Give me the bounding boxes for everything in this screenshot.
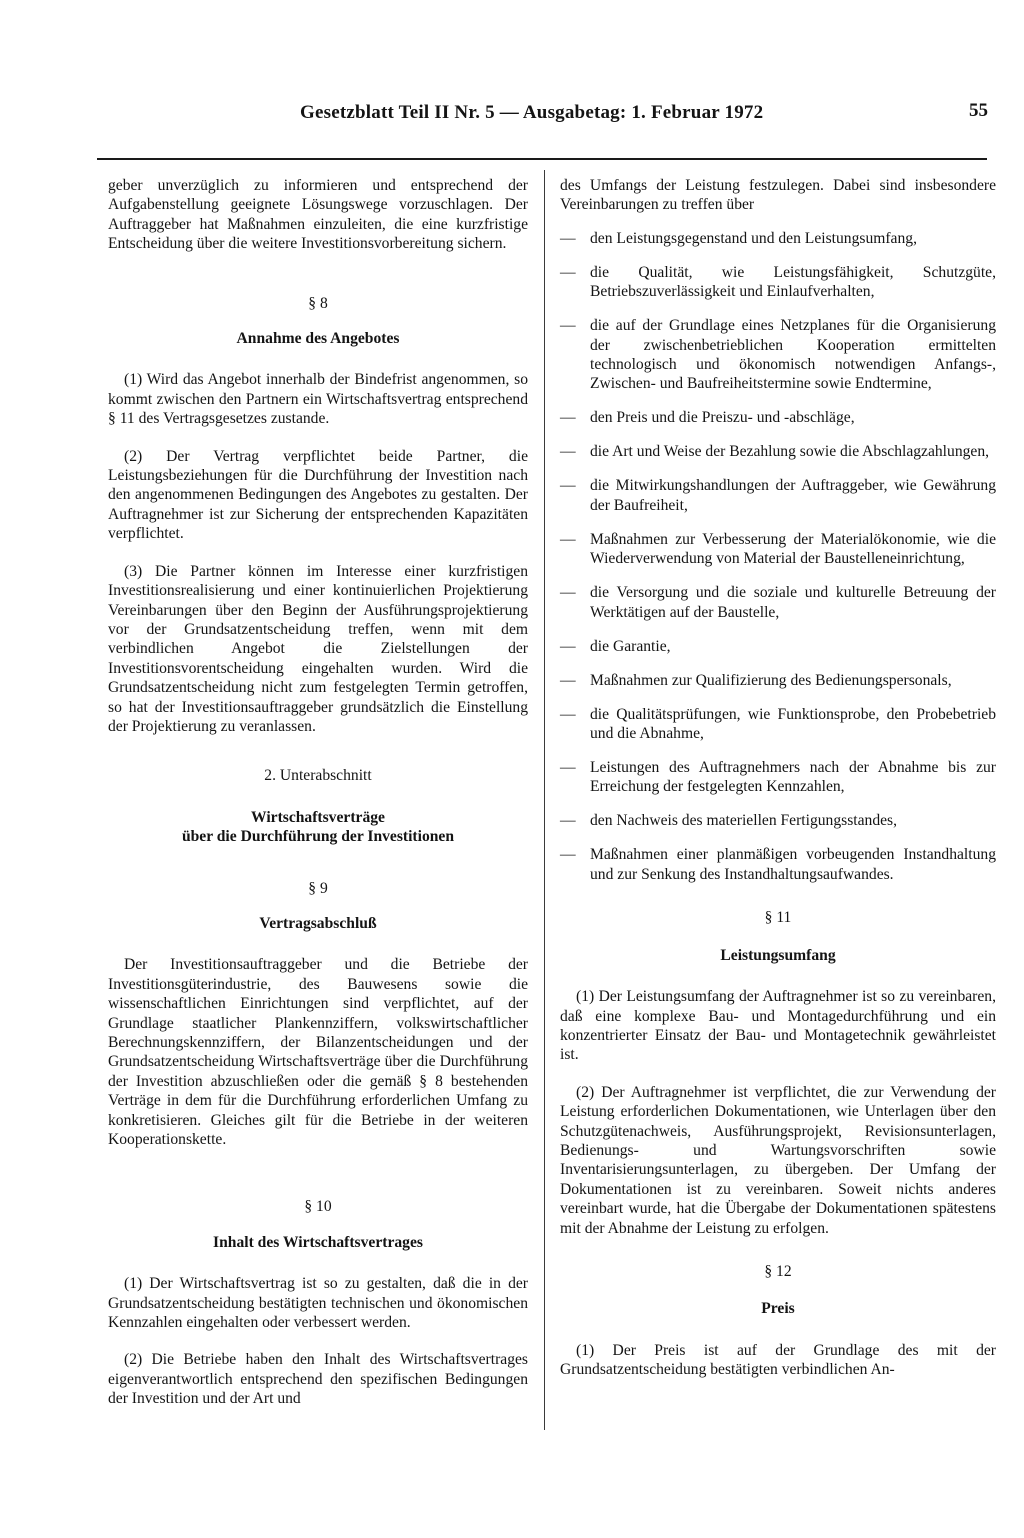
left-intro-paragraph: geber unverzüglich zu informieren und entsprechend der Aufgabenstellung geeignete Lösungswege vorzuschlagen. Der Auftraggeber hat Maßnahmen einzuleiten, die eine kurzfristige Entscheidung über die weitere Investitionsvorbereitung sichern.: [108, 177, 528, 253]
dash-mark: —: [560, 229, 576, 247]
list-item-text: die Qualitätsprüfungen, wie Funktionsprobe, den Probebetrieb und die Abnahme,: [590, 705, 996, 743]
list-item-text: die Garantie,: [590, 637, 671, 655]
list-item: [560, 845, 996, 884]
dash-mark: —: [560, 584, 576, 602]
list-item: [560, 263, 996, 302]
dash-mark: —: [560, 263, 576, 281]
list-item-text: Maßnahmen einer planmäßigen vorbeugenden Instandhaltung und zur Senkung des Instandhaltungsaufwandes.: [590, 846, 996, 883]
section-12-paragraph-1: (1) Der Preis ist auf der Grundlage des mit der Grundsatzentscheidung bestätigten verbindlichen An-: [560, 1341, 996, 1379]
column-divider: [544, 170, 545, 1430]
section-9-number: § 9: [308, 879, 328, 897]
section-11-paragraph-1: (1) Der Leistungsumfang der Auftragnehmer ist so zu vereinbaren, daß eine komplexe Bau- und Montagedurchführung und ein konzentrierter Einsatz der Bau- und Montagetechnik gewährleistet ist.: [560, 988, 996, 1064]
dash-mark: —: [560, 409, 576, 427]
section-8-number: § 8: [308, 294, 328, 312]
header-title: Gesetzblatt Teil II Nr. 5 — Ausgabetag: 1. Februar 1972: [300, 102, 764, 123]
dash-mark: —: [560, 530, 576, 548]
dash-mark: —: [560, 477, 576, 495]
left-column: [108, 176, 528, 1427]
dash-mark: —: [560, 637, 576, 655]
section-11-number: § 11: [764, 909, 792, 927]
section-11-title: Leistungsumfang: [720, 946, 836, 964]
dash-mark: —: [560, 846, 576, 864]
subsection-title-line-2: über die Durchführung der Investitionen: [181, 828, 455, 846]
dash-mark: —: [560, 812, 576, 830]
list-item: [560, 408, 996, 427]
dash-mark: —: [560, 317, 576, 335]
list-item-text: Maßnahmen zur Verbesserung der Materialökonomie, wie die Wiederverwendung von Material der Baustelleneinrichtung,: [590, 530, 996, 568]
list-item: [560, 671, 996, 690]
list-item-text: die auf der Grundlage eines Netzplanes für die Organisierung der zwischenbetrieblichen Kooperation ermittelten technologisch und ökonomisch notwendigen Anfangs-, Zwischen- und Baufreiheitstermine sowie Endtermine,: [590, 317, 996, 393]
section-10-number: § 10: [304, 1198, 332, 1216]
list-item: [560, 442, 996, 461]
list-item: [560, 758, 996, 797]
page-header: [0, 100, 1024, 140]
list-item: [560, 705, 996, 744]
list-item: [560, 530, 996, 569]
list-item-text: die Qualität, wie Leistungsfähigkeit, Schutzgüte, Betriebszuverlässigkeit und Einlaufverhalten,: [590, 263, 996, 301]
list-item: [560, 229, 996, 248]
list-item: [560, 637, 996, 656]
dash-mark: —: [560, 443, 576, 461]
list-item: [560, 316, 996, 394]
list-item: [560, 811, 996, 830]
right-column: [560, 176, 996, 1398]
list-item-text: die Versorgung und die soziale und kulturelle Betreuung der Werktätigen auf der Baustelle,: [590, 584, 996, 621]
list-item-text: die Art und Weise der Bezahlung sowie die Abschlagzahlungen,: [590, 443, 990, 461]
subsection-title-line-1: Wirtschaftsverträge: [251, 808, 385, 826]
section-8-paragraph-2: (2) Der Vertrag verpflichtet beide Partner, die Leistungsbeziehungen für die Durchführung der Investition nach den angenommenen Bedingungen des Angebotes zu gestalten. Der Auftragnehmer ist zur Sicherung der entsprechenden Kapazitäten verpflichtet.: [108, 447, 528, 543]
header-rule: [97, 158, 987, 160]
section-11-paragraph-2: (2) Der Auftragnehmer ist verpflichtet, die zur Verwendung der Leistung erforderlichen Dokumentationen, wie Unterlagen über den Schutzgütenachweis, Ausführungsprojekt, Revisionsunterlagen, Bedienungs- und Wartungsvorschriften sowie Inventarisierungsunterlagen, zu übergeben. Der Umfang der Dokumentationen ist zu vereinbaren. Soweit nichts anderes vereinbart wurde, hat die Übergabe der Dokumentationen spätestens mit der Abnahme der Leistung zu erfolgen.: [560, 1083, 996, 1237]
list-item-text: den Nachweis des materiellen Fertigungsstandes,: [590, 812, 898, 830]
right-intro-paragraph: des Umfangs der Leistung festzulegen. Dabei sind insbesondere Vereinbarungen zu treffen über: [560, 177, 996, 214]
section-8-paragraph-3: (3) Die Partner können im Interesse einer kurzfristigen Investitionsrealisierung und einer kontinuierlichen Projektierung Vereinbarungen über den Beginn der Ausführungsprojektierung vor der Grundsatzentscheidung treffen, wenn mit dem verbindlichen Angebot die Zielstellungen der Investitionsvorentscheidung eingehalten wurden. Wird die Grundsatzentscheidung nicht zum festgelegten Termin getroffen, so hat der Investitionsauftraggeber grundsätzlich die Einstellung der Projektierung zu veranlassen.: [108, 562, 528, 735]
dash-mark: —: [560, 705, 576, 723]
list-item-text: den Leistungsgegenstand und den Leistungsumfang,: [590, 229, 917, 247]
list-item: [560, 583, 996, 622]
section-10-paragraph-2: (2) Die Betriebe haben den Inhalt des Wirtschaftsvertrages eigenverantwortlich entsprechend den spezifischen Bedingungen der Investition und der Art und: [108, 1351, 528, 1408]
dash-mark: —: [560, 671, 576, 689]
page-number: 55: [969, 100, 988, 121]
list-item-text: die Mitwirkungshandlungen der Auftraggeber, wie Gewährung der Baufreiheit,: [590, 477, 996, 514]
list-item-text: Leistungen des Auftragnehmers nach der Abnahme bis zur Erreichung der festgelegten Kennzahlen,: [590, 759, 996, 796]
subsection-label: 2. Unterabschnitt: [264, 767, 372, 785]
dash-mark: —: [560, 759, 576, 777]
list-item: [560, 476, 996, 515]
section-8-paragraph-1: (1) Wird das Angebot innerhalb der Bindefrist angenommen, so kommt zwischen den Partnern ein Wirtschaftsvertrag entsprechend § 11 des Vertragsgesetzes zustande.: [108, 371, 528, 428]
list-item-text: den Preis und die Preiszu- und -abschläge,: [590, 409, 855, 427]
agreement-item-list: [560, 229, 996, 884]
section-9-paragraph-1: Der Investitionsauftraggeber und die Betriebe der Investitionsgüterindustrie, des Bauwesens sowie die wissenschaftlichen Einrichtungen sind verpflichtet, auf der Grundlage staatlicher Plankennziffern, volkswirtschaftlicher Berechnungskennziffern, der Bilanzentscheidungen und der Grundsatzentscheidung Wirtschaftsverträge über die Durchführung der Investition abzuschließen oder die gemäß § 8 bestehenden Verträge in dem für die Durchführung erforderlichen Umfang zu konkretisieren. Gleiches gilt für die Betriebe in der weiteren Kooperationskette.: [108, 956, 528, 1149]
section-9-title: Vertragsabschluß: [259, 914, 377, 932]
section-12-title: Preis: [761, 1300, 795, 1318]
section-12-number: § 12: [764, 1262, 792, 1280]
list-item-text: Maßnahmen zur Qualifizierung des Bedienungspersonals,: [590, 671, 952, 689]
section-10-paragraph-1: (1) Der Wirtschaftsvertrag ist so zu gestalten, daß die in der Grundsatzentscheidung bestätigten technischen und ökonomischen Kennzahlen eingehalten oder verbessert werden.: [108, 1275, 528, 1332]
section-8-title: Annahme des Angebotes: [236, 330, 400, 348]
section-10-title: Inhalt des Wirtschaftsvertrages: [213, 1233, 423, 1251]
